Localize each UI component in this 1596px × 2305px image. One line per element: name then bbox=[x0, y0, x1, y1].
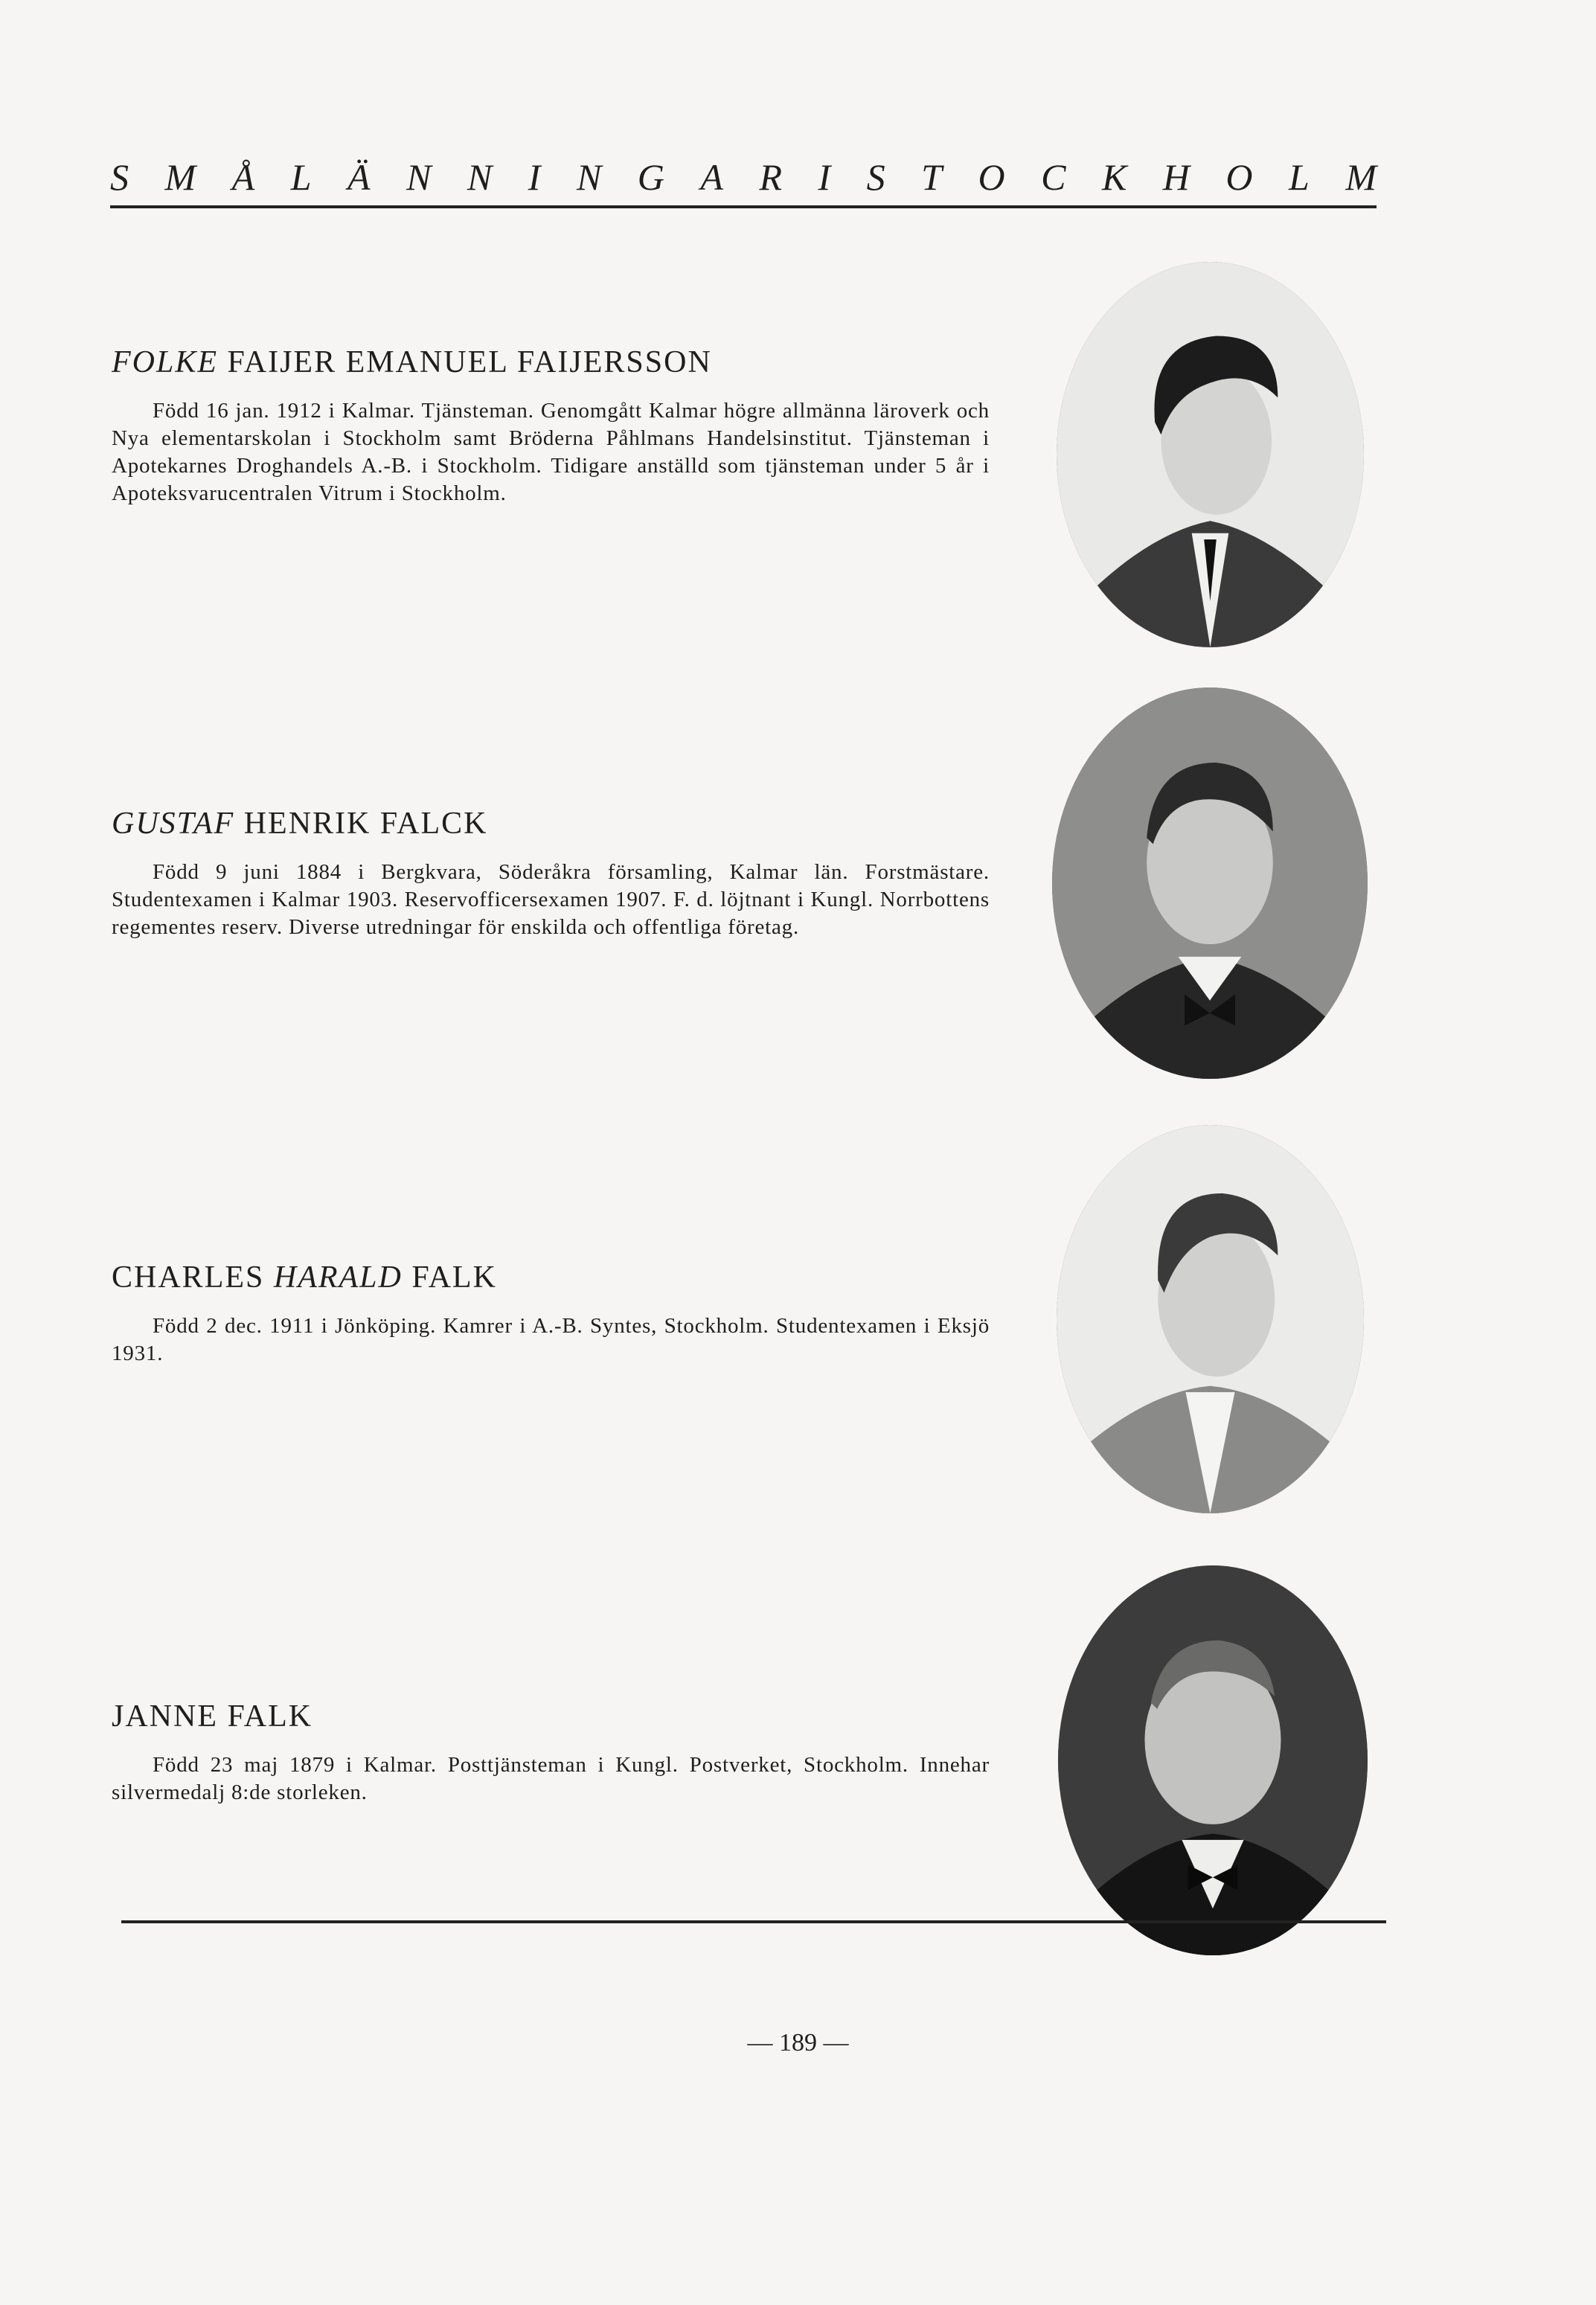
header-letter: H bbox=[1162, 156, 1190, 198]
entry-bio: Född 2 dec. 1911 i Jönköping. Kamrer i A.-B. Syntes, Stockholm. Studentexamen i Eksjö 1931. bbox=[112, 1314, 990, 1365]
header-letter: L bbox=[1289, 156, 1310, 198]
name-italic: GUSTAF bbox=[112, 807, 235, 841]
name-rest: HENRIK FALCK bbox=[234, 807, 488, 841]
entry-bio: Född 9 juni 1884 i Bergkvara, Söderåkra församling, Kalmar län. Forstmästare. Studentexamen i Kalmar 1903. Reservofficersexamen 1907. F. d. löjtnant i Kungl. Norrbottens regementes reserv. Diverse utredningar för enskilda och offentliga företag. bbox=[112, 860, 990, 939]
header-letter: K bbox=[1101, 156, 1127, 198]
name-italic: FOLKE bbox=[112, 345, 219, 379]
portrait-image bbox=[1052, 687, 1368, 1079]
portrait-image bbox=[1057, 262, 1364, 647]
portrait-photo bbox=[1057, 262, 1364, 647]
header-letter: C bbox=[1041, 156, 1066, 198]
page-number: — 189 — bbox=[747, 2029, 849, 2056]
entry-faijersson bbox=[112, 344, 990, 507]
header-letter: N bbox=[467, 156, 493, 198]
entry-janne-falk bbox=[112, 1698, 990, 1807]
header-letter: L bbox=[290, 156, 312, 198]
header-rule bbox=[110, 205, 1377, 208]
header-letter: G bbox=[637, 156, 664, 198]
header-letter: R bbox=[759, 156, 782, 198]
header-letter: A bbox=[700, 156, 723, 198]
header-letter: N bbox=[406, 156, 432, 198]
entry-harald-falk bbox=[112, 1259, 990, 1368]
entry-name bbox=[112, 344, 990, 381]
entry-falck bbox=[112, 805, 990, 941]
running-header bbox=[110, 155, 1377, 199]
portrait-image bbox=[1057, 1125, 1364, 1513]
portrait-image bbox=[1058, 1565, 1368, 1955]
entry-name bbox=[112, 1698, 990, 1735]
name-rest: FAIJER EMANUEL FAIJERSSON bbox=[218, 345, 712, 379]
portrait-photo bbox=[1058, 1565, 1368, 1955]
entry-name bbox=[112, 805, 990, 842]
header-letter: M bbox=[1345, 156, 1377, 198]
name-pre: CHARLES bbox=[112, 1260, 274, 1295]
footer-rule bbox=[121, 1920, 1386, 1923]
header-letter: M bbox=[164, 156, 196, 198]
name-rest: FALK bbox=[402, 1260, 497, 1295]
portrait-photo bbox=[1057, 1125, 1364, 1513]
header-letter: S bbox=[110, 156, 129, 198]
portrait-photo bbox=[1052, 687, 1368, 1079]
header-letter: N bbox=[576, 156, 602, 198]
header-letter: I bbox=[818, 156, 831, 198]
header-letter: Ä bbox=[347, 156, 371, 198]
header-letter: O bbox=[978, 156, 1005, 198]
name-italic: HARALD bbox=[273, 1260, 403, 1295]
name-rest: JANNE FALK bbox=[112, 1699, 313, 1734]
entry-bio: Född 16 jan. 1912 i Kalmar. Tjänsteman. Genomgått Kalmar högre allmänna läroverk och Nya elementarskolan i Stockholm samt Bröderna Påhlmans Handelsinstitut. Tjänsteman i Apotekarnes Droghandels A.-B. i Stockholm. Tidigare anställd som tjänsteman under 5 år i Apoteksvarucentralen Vitrum i Stockholm. bbox=[112, 399, 990, 505]
header-letter: I bbox=[528, 156, 541, 198]
header-letter: Å bbox=[231, 156, 255, 198]
header-letter: T bbox=[921, 156, 942, 198]
entry-bio: Född 23 maj 1879 i Kalmar. Posttjänsteman i Kungl. Postverket, Stockholm. Innehar silvermedalj 8:de storleken. bbox=[112, 1753, 990, 1804]
entry-name bbox=[112, 1259, 990, 1296]
header-letter: S bbox=[866, 156, 885, 198]
header-letter: O bbox=[1225, 156, 1253, 198]
